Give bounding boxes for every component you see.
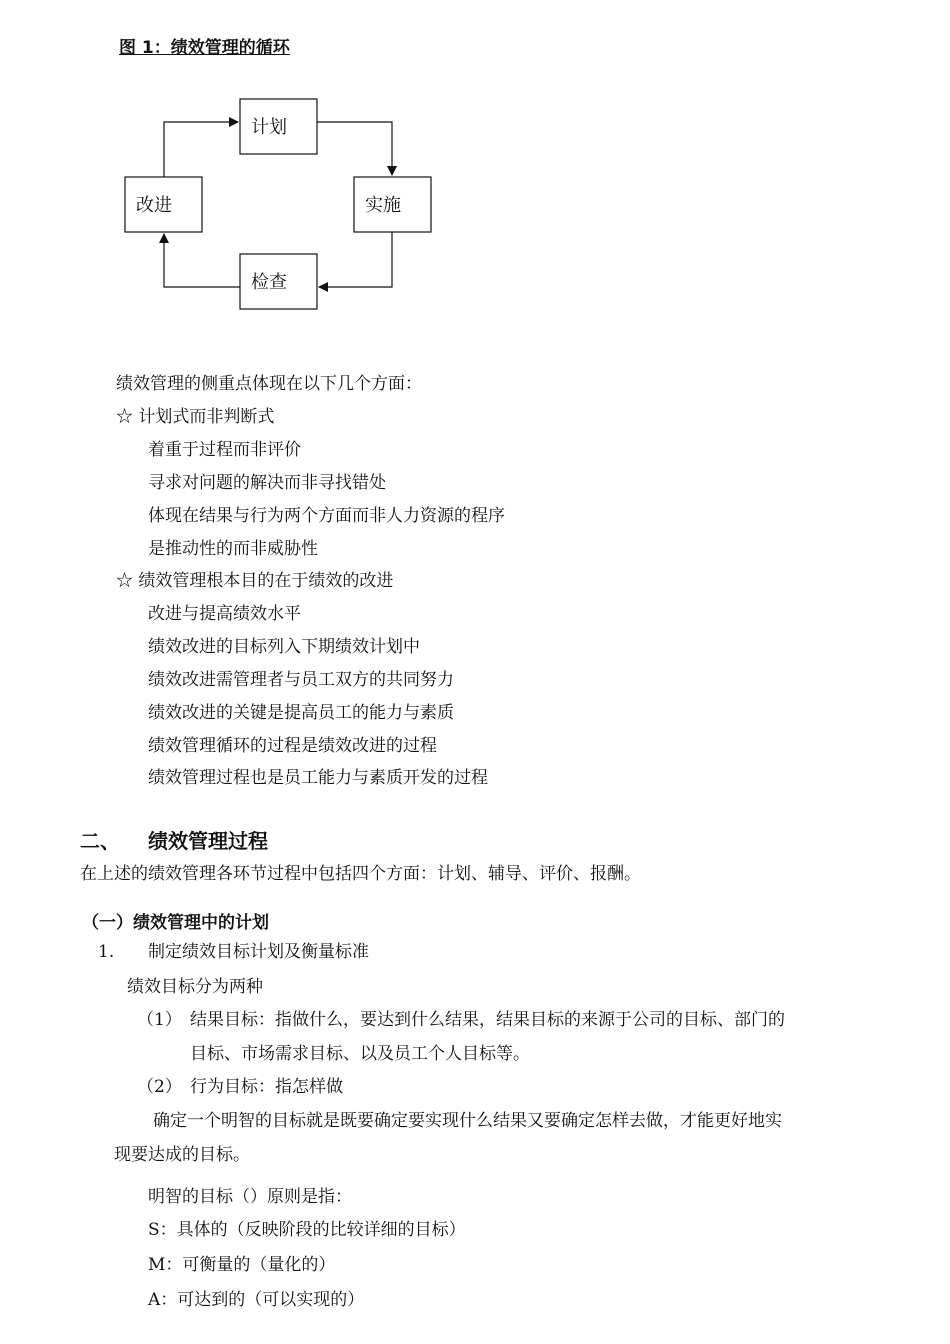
list-item: 寻求对问题的解决而非寻找错处	[148, 473, 386, 493]
list-item: 体现在结果与行为两个方面而非人力资源的程序	[148, 506, 505, 526]
smart-m: M：可衡量的（量化的）	[148, 1255, 336, 1275]
arrow-plan-to-implement	[317, 122, 392, 175]
list-item: 改进与提高绩效水平	[148, 604, 301, 624]
section-2-intro: 在上述的绩效管理各环节过程中包括四个方面：计划、辅导、评价、报酬。	[80, 864, 641, 884]
smart-s: S：具体的（反映阶段的比较详细的目标）	[148, 1220, 466, 1240]
star-icon: ☆	[116, 571, 133, 591]
smart-a: A：可达到的（可以实现的）	[148, 1290, 365, 1310]
plan-label: 计划	[251, 117, 287, 138]
goal-1-number: （1）	[137, 1010, 182, 1030]
list-item: 绩效管理循环的过程是绩效改进的过程	[148, 736, 437, 756]
list-item: 绩效改进的目标列入下期绩效计划中	[148, 637, 420, 657]
list-item: 绩效改进需管理者与员工双方的共同努力	[148, 670, 454, 690]
arrow-check-to-improve	[164, 234, 240, 287]
focus-group-1-heading	[116, 406, 274, 428]
check-label: 检查	[251, 272, 287, 293]
item-1-number: 1.	[98, 942, 115, 962]
list-item: 绩效改进的关键是提高员工的能力与素质	[148, 703, 454, 723]
focus-group-2-heading	[116, 570, 393, 592]
goal-1-line-2: 目标、市场需求目标、以及员工个人目标等。	[190, 1044, 530, 1064]
list-item: 是推动性的而非威胁性	[148, 539, 318, 559]
cycle-diagram	[0, 0, 950, 330]
focus-group-2-title: 绩效管理根本目的在于绩效的改进	[138, 571, 394, 591]
improve-label: 改进	[136, 195, 172, 216]
goal-types-intro: 绩效目标分为两种	[127, 977, 263, 997]
section-2-title: 绩效管理过程	[148, 829, 268, 853]
goal-2-text: 行为目标：指怎样做	[190, 1077, 343, 1097]
focus-intro: 绩效管理的侧重点体现在以下几个方面：	[116, 374, 422, 394]
section-2-number: 二、	[80, 829, 120, 853]
goal-1-line-1: 结果目标：指做什么，要达到什么结果，结果目标的来源于公司的目标、部门的	[190, 1010, 785, 1030]
arrow-implement-to-check	[319, 232, 392, 287]
star-icon: ☆	[116, 407, 133, 427]
list-item: 绩效管理过程也是员工能力与素质开发的过程	[148, 768, 488, 788]
smart-paragraph-line-2: 现要达成的目标。	[114, 1145, 250, 1165]
goal-2-number: （2）	[137, 1077, 182, 1097]
implement-label: 实施	[365, 195, 401, 216]
focus-group-1-title: 计划式而非判断式	[138, 407, 275, 427]
subsection-1-title: （一）绩效管理中的计划	[82, 913, 269, 933]
figure-title: 图 1：绩效管理的循环	[119, 38, 290, 58]
list-item: 着重于过程而非评价	[148, 440, 301, 460]
item-1-text: 制定绩效目标计划及衡量标准	[148, 942, 369, 962]
smart-intro: 明智的目标（）原则是指：	[148, 1187, 352, 1207]
arrow-improve-to-plan	[164, 122, 238, 177]
smart-paragraph-line-1: 确定一个明智的目标就是既要确定要实现什么结果又要确定怎样去做，才能更好地实	[153, 1111, 782, 1131]
